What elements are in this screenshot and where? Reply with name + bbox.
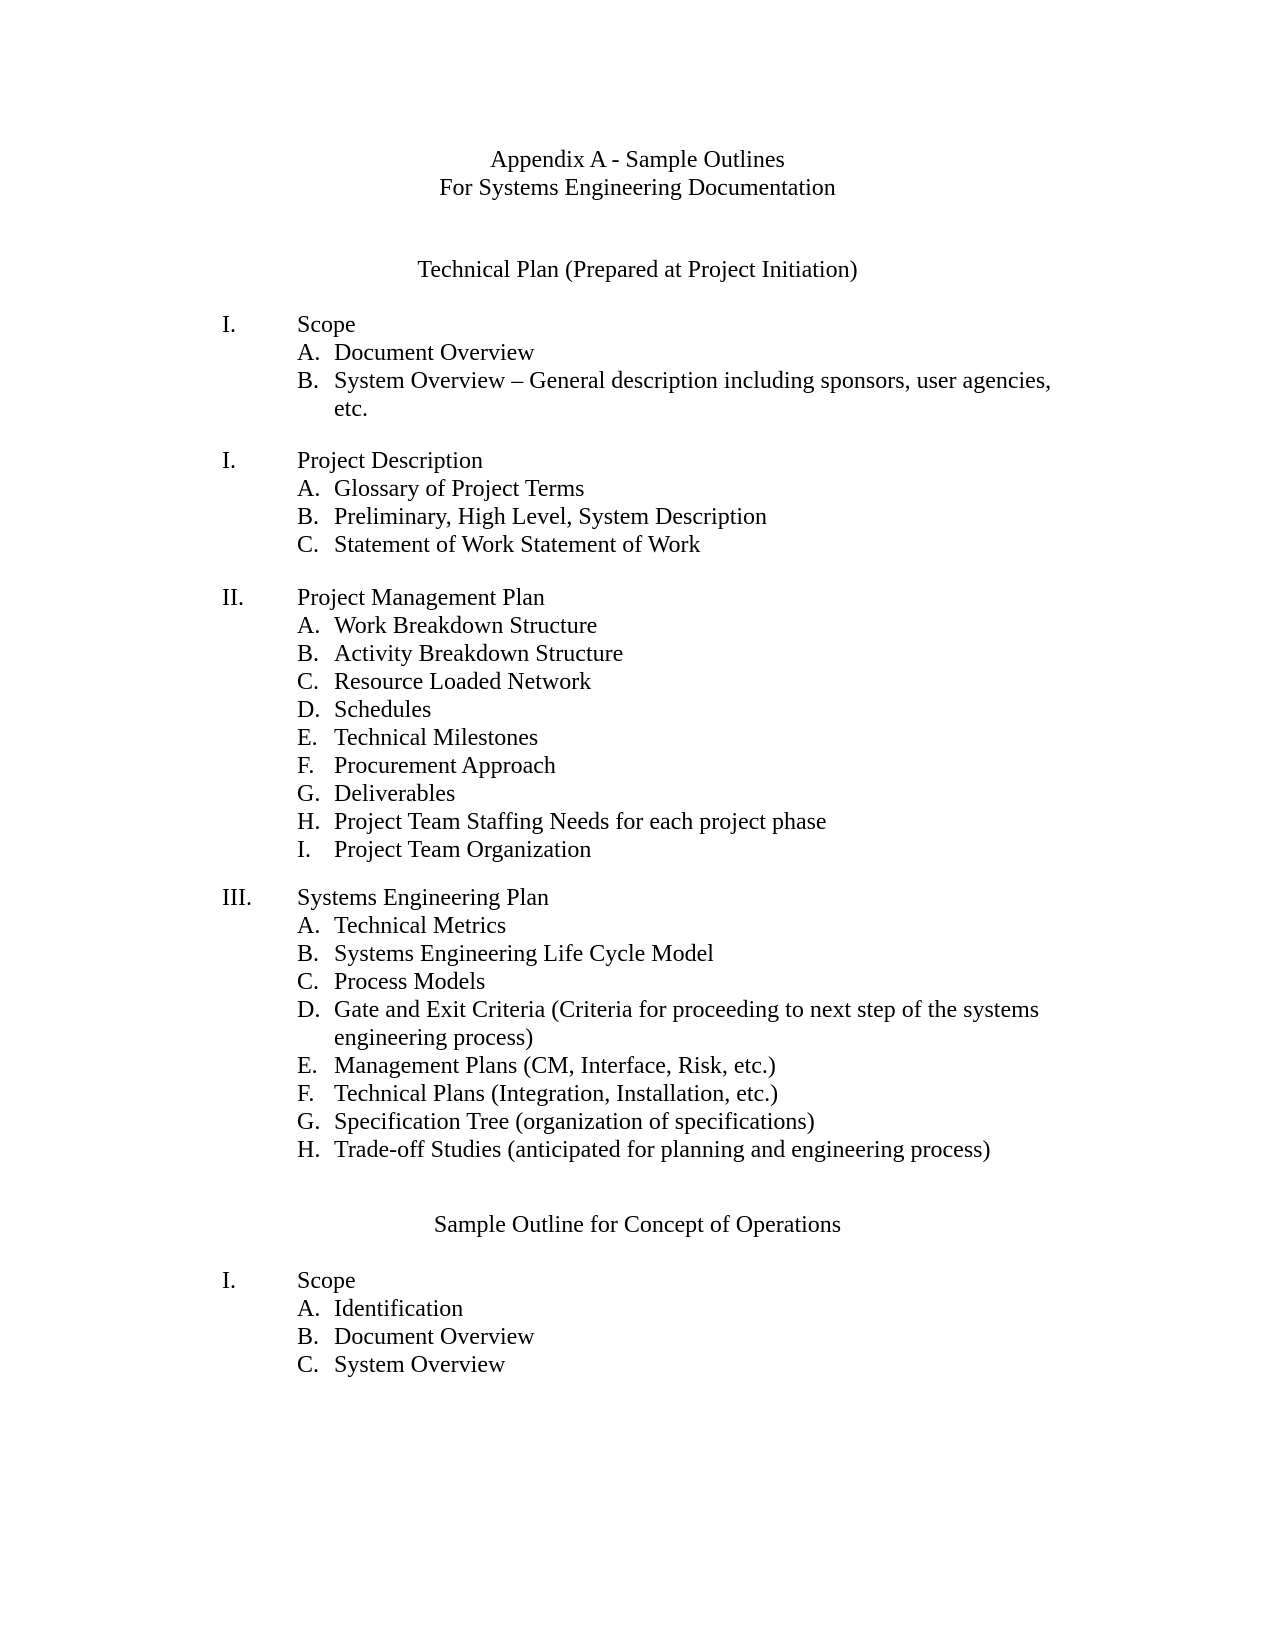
item-letter: E. <box>297 725 318 751</box>
list-item <box>297 724 1097 752</box>
item-letter: B. <box>297 368 320 394</box>
section-number: I. <box>222 312 236 338</box>
item-text: Specification Tree (organization of specifications) <box>334 1109 815 1135</box>
item-text: Glossary of Project Terms <box>334 476 585 502</box>
list-item <box>297 836 1097 864</box>
list-item <box>297 1108 1097 1136</box>
item-text: Deliverables <box>334 781 456 807</box>
technical-plan-title: Technical Plan (Prepared at Project Initiation) <box>417 257 858 283</box>
item-letter: A. <box>297 340 321 366</box>
item-text: Procurement Approach <box>334 753 556 779</box>
item-text: Work Breakdown Structure <box>334 613 598 639</box>
section-title: Systems Engineering Plan <box>297 885 549 911</box>
section-title: Project Description <box>297 448 483 474</box>
list-item <box>297 696 1097 724</box>
list-item <box>297 780 1097 808</box>
item-letter: D. <box>297 697 321 723</box>
item-text: Technical Metrics <box>334 913 507 939</box>
item-letter: B. <box>297 504 320 530</box>
item-letter: E. <box>297 1053 318 1079</box>
section-number: II. <box>222 585 244 611</box>
item-letter: B. <box>297 941 320 967</box>
item-letter: H. <box>297 1137 321 1163</box>
item-text: Resource Loaded Network <box>334 669 592 695</box>
list-item <box>297 1080 1097 1108</box>
list-item <box>297 640 1097 668</box>
list-item <box>297 1136 1097 1164</box>
item-text: System Overview <box>334 1352 506 1378</box>
document-subtitle: For Systems Engineering Documentation <box>439 175 836 201</box>
item-text: Project Team Staffing Needs for each project phase <box>334 809 827 835</box>
section-items <box>297 912 1097 1164</box>
item-text: Activity Breakdown Structure <box>334 641 624 667</box>
item-text: Process Models <box>334 969 486 995</box>
item-text: Project Team Organization <box>334 837 592 863</box>
item-text: Identification <box>334 1296 464 1322</box>
item-text: Document Overview <box>334 1324 535 1350</box>
item-text: Technical Plans (Integration, Installation, etc.) <box>334 1081 779 1107</box>
item-letter: G. <box>297 1109 321 1135</box>
list-item <box>297 503 1097 531</box>
list-item <box>297 752 1097 780</box>
list-item <box>297 1052 1097 1080</box>
item-letter: F. <box>297 1081 315 1107</box>
list-item <box>297 912 1097 940</box>
section-items <box>297 612 1097 864</box>
item-letter: C. <box>297 532 320 558</box>
list-item <box>297 612 1097 640</box>
item-letter: C. <box>297 1352 320 1378</box>
list-item <box>297 668 1097 696</box>
item-text: Document Overview <box>334 340 535 366</box>
item-letter: B. <box>297 1324 320 1350</box>
list-item <box>297 1323 1097 1351</box>
list-item <box>297 367 1097 423</box>
item-letter: B. <box>297 641 320 667</box>
section-title: Project Management Plan <box>297 585 545 611</box>
item-text: Gate and Exit Criteria (Criteria for proceeding to next step of the systems engineering process) <box>334 997 1040 1051</box>
item-letter: A. <box>297 476 321 502</box>
item-letter: A. <box>297 613 321 639</box>
item-letter: I. <box>297 837 311 863</box>
item-letter: G. <box>297 781 321 807</box>
list-item <box>297 996 1097 1052</box>
list-item <box>297 1295 1097 1323</box>
item-text: Statement of Work Statement of Work <box>334 532 701 558</box>
item-letter: C. <box>297 669 320 695</box>
section-number: III. <box>222 885 252 911</box>
item-letter: D. <box>297 997 321 1023</box>
list-item <box>297 808 1097 836</box>
item-letter: H. <box>297 809 321 835</box>
item-text: Trade-off Studies (anticipated for planning and engineering process) <box>334 1137 991 1163</box>
item-text: Systems Engineering Life Cycle Model <box>334 941 714 967</box>
item-letter: A. <box>297 913 321 939</box>
section-items <box>297 475 1097 559</box>
item-letter: A. <box>297 1296 321 1322</box>
concept-of-operations-title: Sample Outline for Concept of Operations <box>433 1212 842 1238</box>
list-item <box>297 968 1097 996</box>
item-text: Technical Milestones <box>334 725 539 751</box>
item-letter: C. <box>297 969 320 995</box>
item-text: System Overview – General description including sponsors, user agencies, etc. <box>334 368 1052 422</box>
section-title: Scope <box>297 312 356 338</box>
section-items <box>297 1295 1097 1379</box>
list-item <box>297 1351 1097 1379</box>
document-title: Appendix A - Sample Outlines <box>490 147 785 173</box>
list-item <box>297 339 1097 367</box>
item-text: Management Plans (CM, Interface, Risk, etc.) <box>334 1053 776 1079</box>
item-text: Schedules <box>334 697 432 723</box>
item-text: Preliminary, High Level, System Description <box>334 504 768 530</box>
item-letter: F. <box>297 753 315 779</box>
list-item <box>297 940 1097 968</box>
section-number: I. <box>222 448 236 474</box>
section-title: Scope <box>297 1268 356 1294</box>
section-number: I. <box>222 1268 236 1294</box>
list-item <box>297 475 1097 503</box>
section-items <box>297 339 1097 423</box>
list-item <box>297 531 1097 559</box>
